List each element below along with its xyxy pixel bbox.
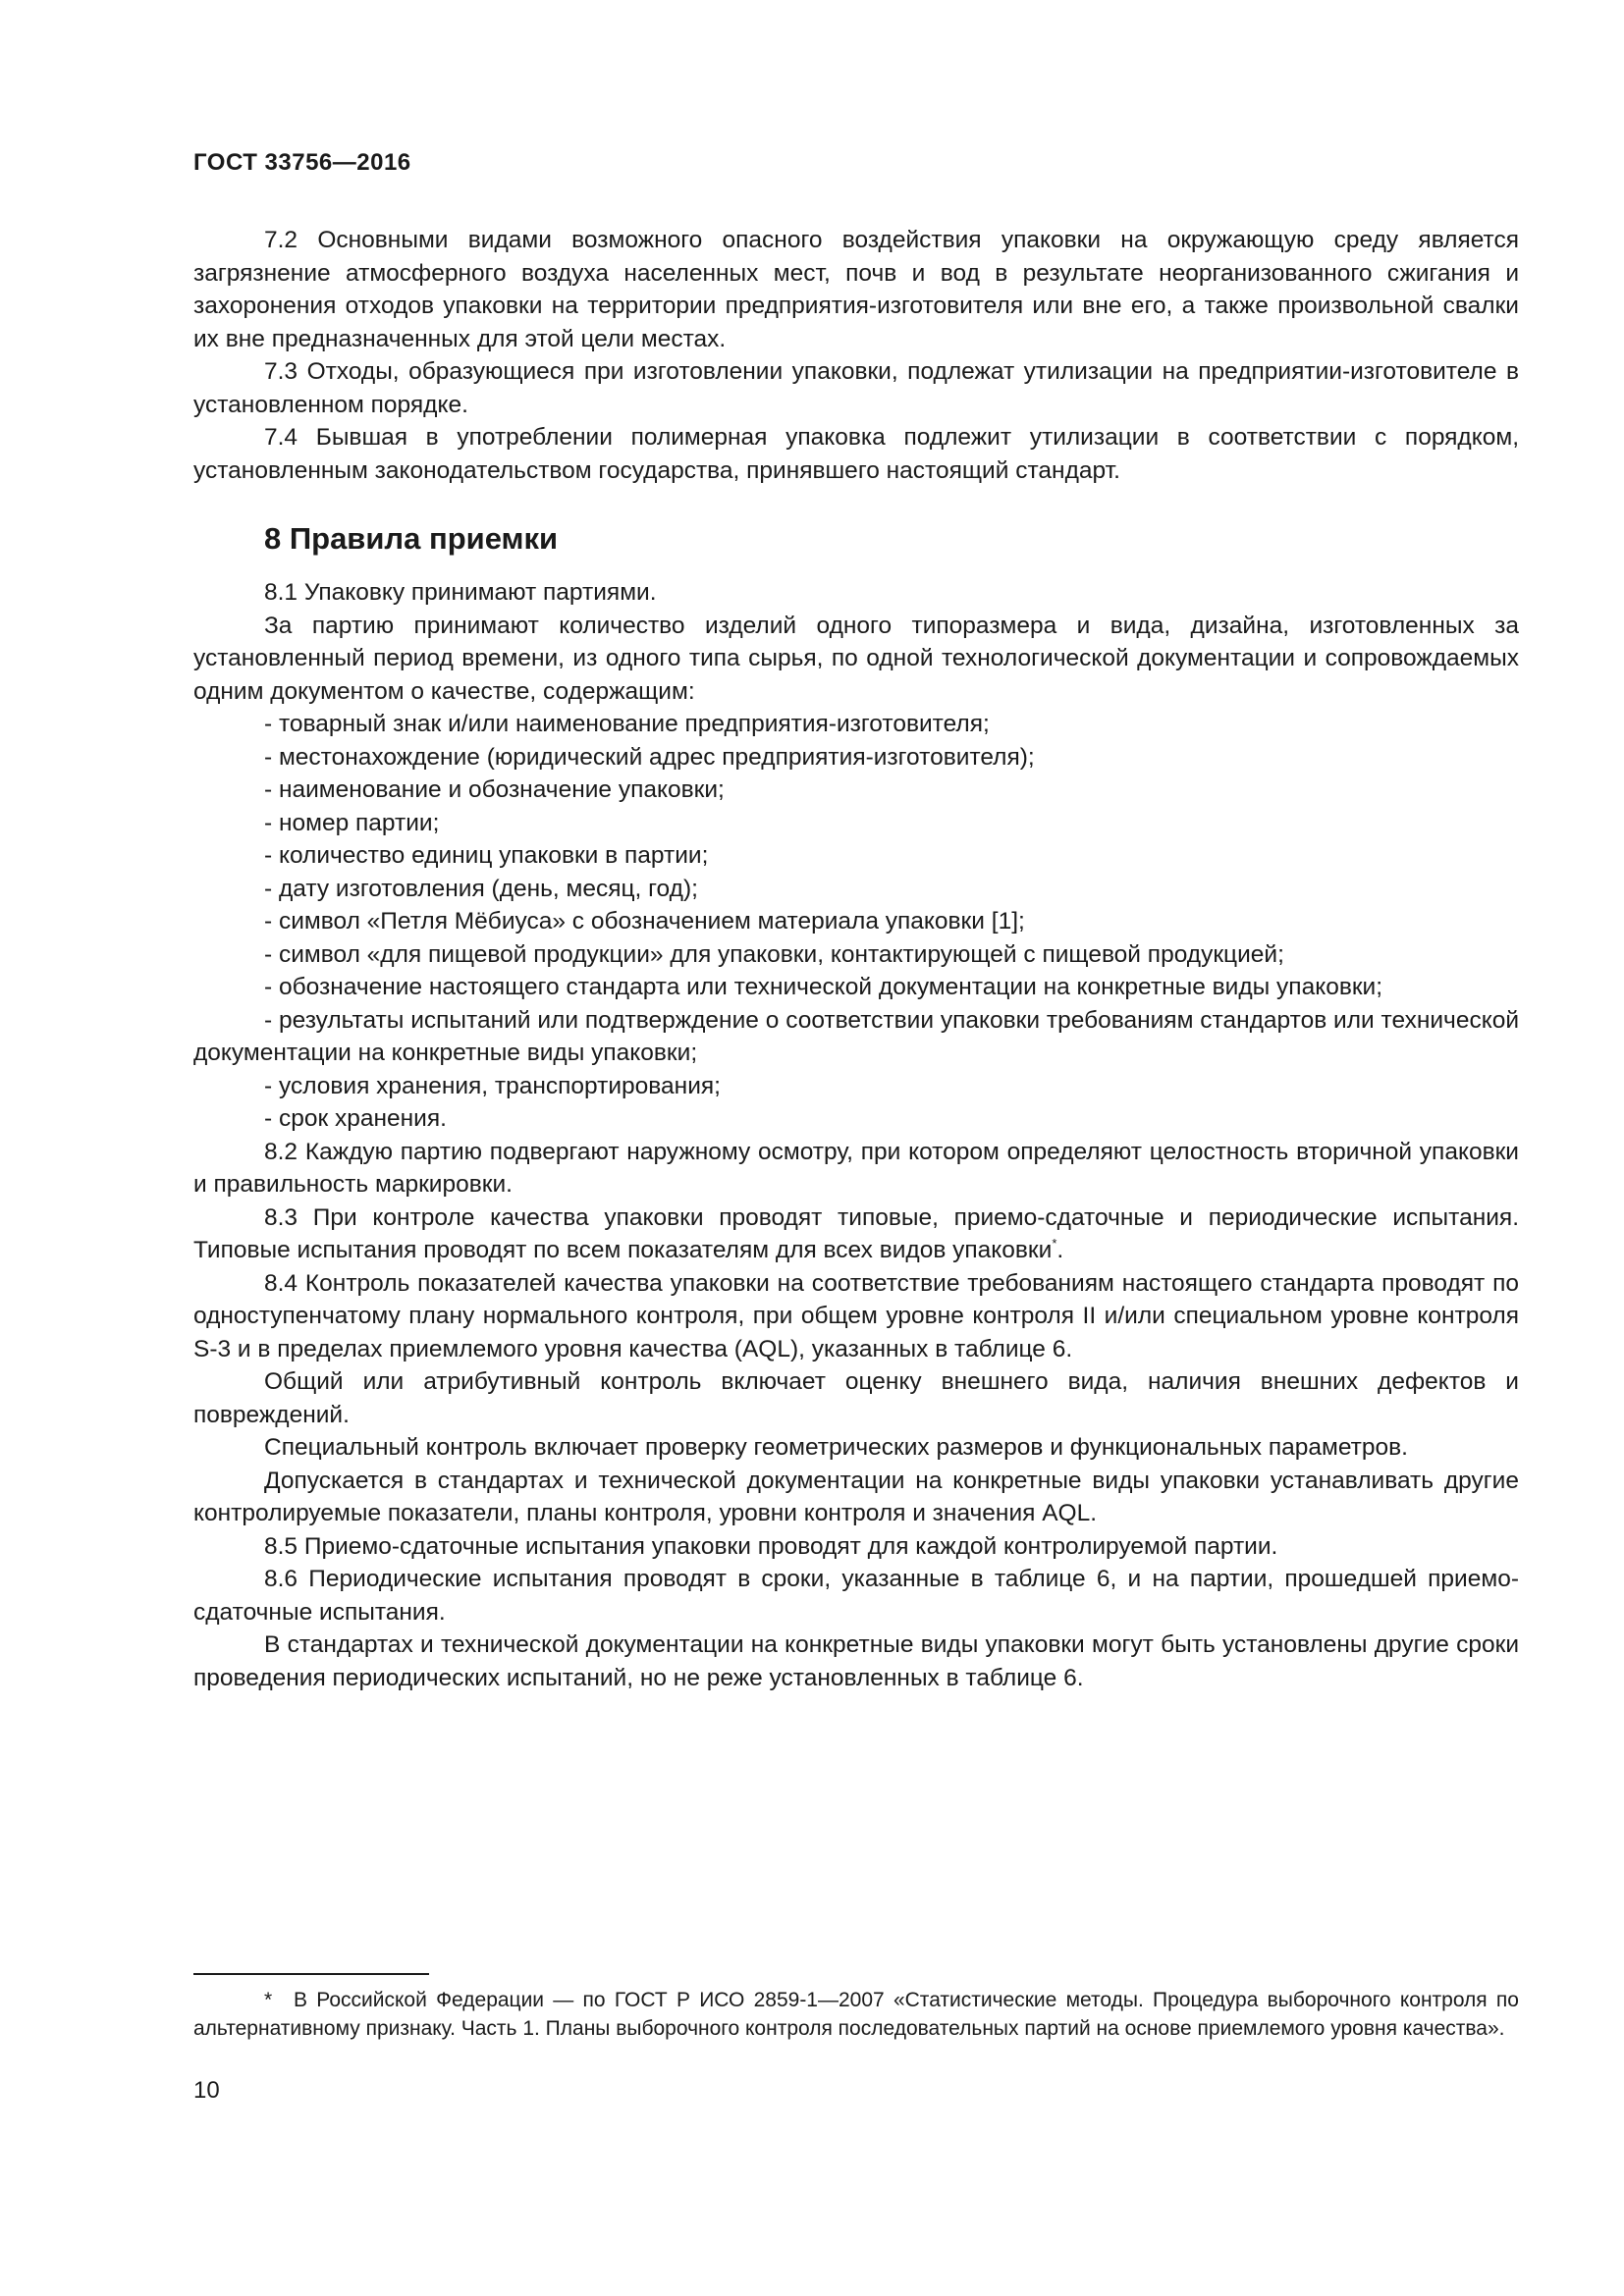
paragraph-8-4-special: Специальный контроль включает проверку геометрических размеров и функциональных параметров. xyxy=(264,1434,1408,1461)
list-item: - наименование и обозначение упаковки; xyxy=(264,776,725,803)
list-item: - обозначение настоящего стандарта или технической документации на конкретные виды упаковки; xyxy=(264,974,1383,1000)
paragraph-8-1-lot: За партию принимают количество изделий одного типоразмера и вида, дизайна, изготовленных за установленный период времени, из одного типа сырья, по одной технологической документации и сопровождаемых одним документом о качестве, содержащим: xyxy=(193,612,1519,705)
section-8-title: 8 Правила приемки xyxy=(264,521,559,556)
paragraph-7-4: 7.4 Бывшая в употреблении полимерная упаковка подлежит утилизации в соответствии с порядком, установленным законодательством государства, принявшего настоящий стандарт. xyxy=(193,424,1519,484)
list-item: - номер партии; xyxy=(264,809,440,836)
list-item: - символ «Петля Мёбиуса» с обозначением материала упаковки [1]; xyxy=(264,908,1025,934)
paragraph-8-4: 8.4 Контроль показателей качества упаковки на соответствие требованиям настоящего стандарта проводят по одноступенчатому плану нормального контроля, при общем уровне контроля II и/или специальном уровне контроля S-3 и в пределах приемлемого уровня качества (AQL), указанных в таблице 6. xyxy=(193,1269,1519,1362)
paragraph-8-2: 8.2 Каждую партию подвергают наружному осмотру, при котором определяют целостность вторичной упаковки и правильность маркировки. xyxy=(193,1138,1519,1198)
document-code: ГОСТ 33756—2016 xyxy=(193,149,411,176)
paragraph-8-1: 8.1 Упаковку принимают партиями. xyxy=(264,579,657,606)
footnote xyxy=(193,1987,1519,2043)
list-item: - дату изготовления (день, месяц, год); xyxy=(264,875,698,902)
document-body xyxy=(193,224,1519,1694)
list-item: - количество единиц упаковки в партии; xyxy=(264,842,709,869)
list-item: - местонахождение (юридический адрес предприятия-изготовителя); xyxy=(264,743,1035,771)
list-item: - результаты испытаний или подтверждение о соответствии упаковки требованиям стандартов или технической документации на конкретные виды упаковки; xyxy=(193,1006,1519,1066)
paragraph-8-4-allowed: Допускается в стандартах и технической документации на конкретные виды упаковки устанавливать другие контролируемые показатели, планы контроля, уровни контроля и значения AQL. xyxy=(193,1467,1519,1526)
footnote-mark: * xyxy=(264,1989,273,2011)
list-item: - срок хранения. xyxy=(264,1105,447,1132)
paragraph-8-5: 8.5 Приемо-сдаточные испытания упаковки проводят для каждой контролируемой партии. xyxy=(264,1532,1278,1560)
paragraph-8-4-general: Общий или атрибутивный контроль включает оценку внешнего вида, наличия внешних дефектов и повреждений. xyxy=(193,1368,1519,1428)
paragraph-8-6: 8.6 Периодические испытания проводят в сроки, указанные в таблице 6, и на партии, прошедшей приемо-сдаточные испытания. xyxy=(193,1566,1519,1626)
list-item: - товарный знак и/или наименование предприятия-изготовителя; xyxy=(264,711,990,737)
page-number: 10 xyxy=(193,2077,220,2104)
paragraph-7-2: 7.2 Основными видами возможного опасного воздействия упаковки на окружающую среду является загрязнение атмосферного воздуха населенных мест, почв и вод в результате неорганизованного сжигания и захоронения отходов упаковки на территории предприятия-изготовителя или вне его, а также произвольной свалки их вне предназначенных для этой цели местах. xyxy=(193,227,1519,352)
footnote-text-block xyxy=(193,1987,1519,2043)
paragraph-7-3: 7.3 Отходы, образующиеся при изготовлении упаковки, подлежат утилизации на предприятии-изготовителе в установленном порядке. xyxy=(193,358,1519,418)
footnote-reference[interactable]: * xyxy=(1052,1236,1057,1251)
list-item: - символ «для пищевой продукции» для упаковки, контактирующей с пищевой продукцией; xyxy=(264,940,1284,968)
paragraph-8-3-text: 8.3 При контроле качества упаковки проводят типовые, приемо-сдаточные и периодические испытания. Типовые испытания проводят по всем показателям для всех видов упаковки xyxy=(193,1203,1519,1263)
paragraph-8-3 xyxy=(193,1201,1519,1267)
paragraph-8-6-other: В стандартах и технической документации на конкретные виды упаковки могут быть установлены другие сроки проведения периодических испытаний, но не реже установленных в таблице 6. xyxy=(193,1631,1519,1691)
list-item: - условия хранения, транспортирования; xyxy=(264,1072,721,1099)
footnote-divider xyxy=(193,1973,429,1975)
footnote-text: В Российской Федерации — по ГОСТ Р ИСО 2859-1—2007 «Статистические методы. Процедура выборочного контроля по альтернативному признаку. Часть 1. Планы выборочного контроля последовательных партий на основе приемлемого уровня качества». xyxy=(193,1989,1519,2040)
paragraph-8-3-end: . xyxy=(1056,1237,1064,1263)
